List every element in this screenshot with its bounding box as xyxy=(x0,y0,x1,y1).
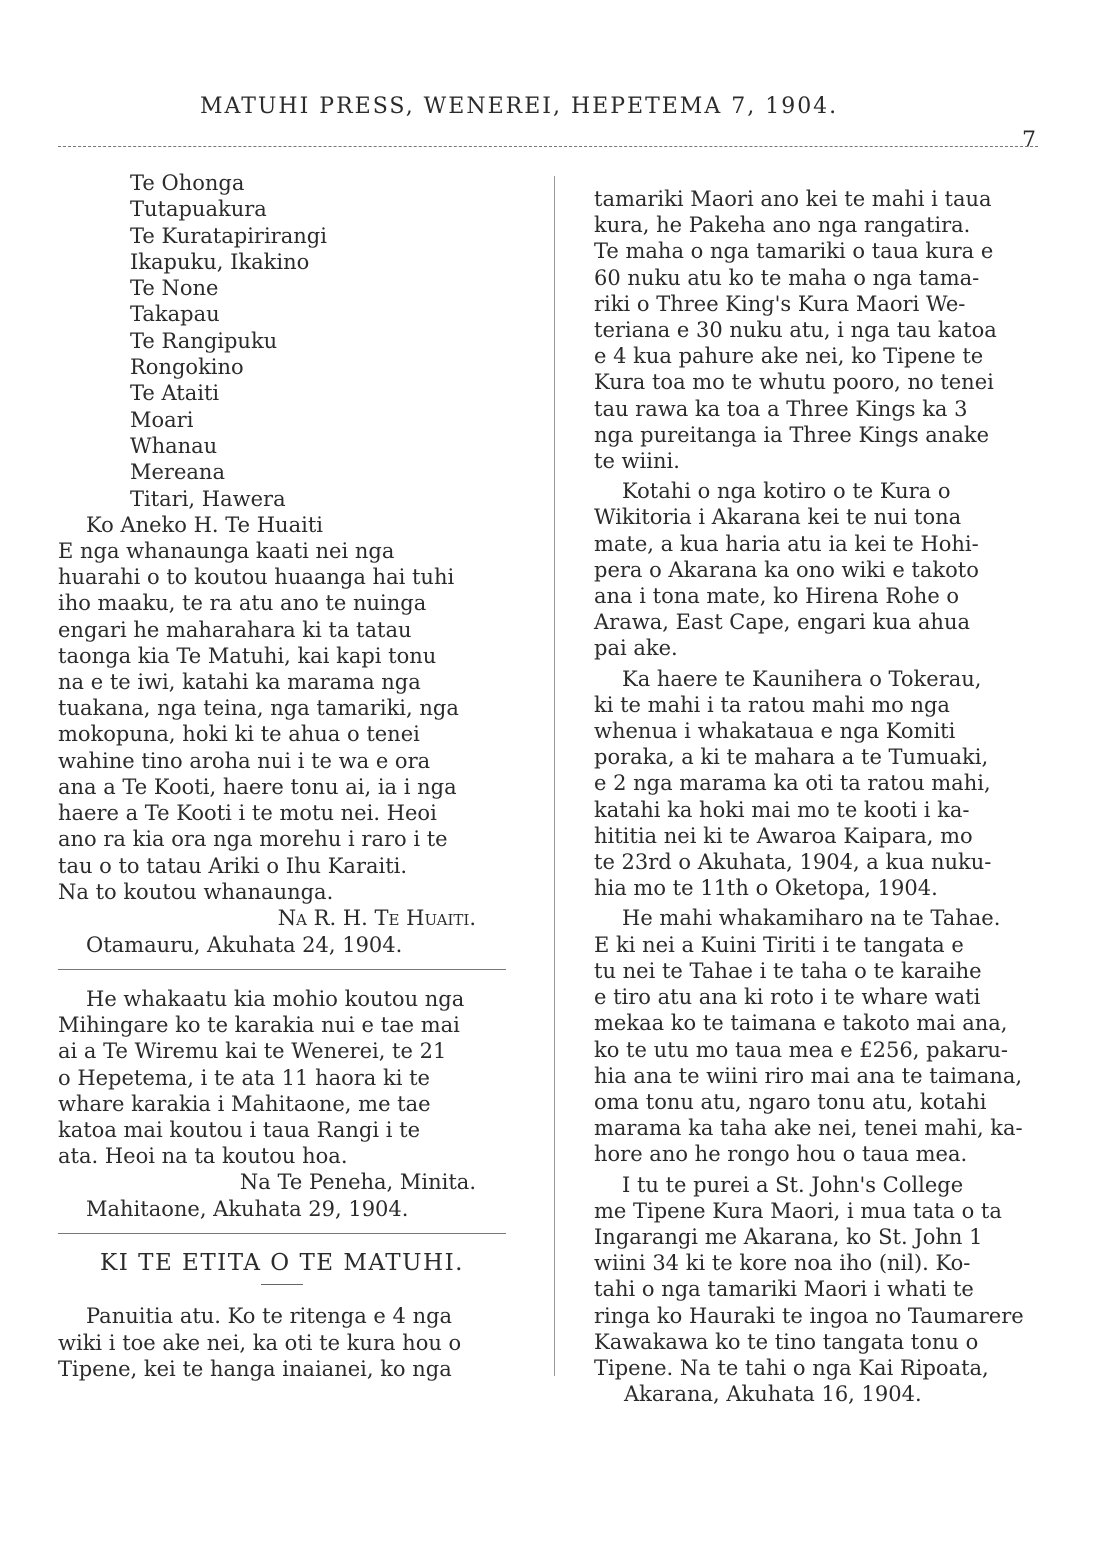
list-item: Moari xyxy=(130,407,194,432)
letter-body xyxy=(58,538,506,905)
text-line: ano ra kia ora nga morehu i raro i te xyxy=(58,827,448,852)
text-line: hia ana te wiini riro mai ana te taimana, xyxy=(594,1063,1023,1088)
text-line: tu nei te Tahae i te taha o te karaihe xyxy=(594,958,982,983)
section-rule xyxy=(58,969,506,970)
text-line: te 23rd o Akuhata, 1904, a kua nuku- xyxy=(594,850,992,875)
text-line: riki o Three King's Kura Maori We- xyxy=(594,291,966,316)
list-item: Te Ataiti xyxy=(130,381,220,406)
text-line: katahi ka hoki mai mo te kooti i ka- xyxy=(594,797,970,822)
text-line: o Hepetema, i te ata 11 haora ki te xyxy=(58,1065,430,1090)
text-line: I tu te purei a St. John's College xyxy=(622,1172,964,1197)
text-line: teriana e 30 nuku atu, i nga tau katoa xyxy=(594,318,997,343)
dateline: Mahitaone, Akuhata 29, 1904. xyxy=(86,1197,409,1222)
text-line: whare karakia i Mahitaone, me tae xyxy=(58,1091,431,1116)
text-line: Ingarangi me Akarana, ko St. John 1 xyxy=(594,1224,983,1249)
left-column xyxy=(58,170,506,1382)
name-list xyxy=(130,170,506,512)
list-item: Rongokino xyxy=(130,355,244,380)
text-line: ana i tona mate, ko Hirena Rohe o xyxy=(594,584,960,609)
text-line: Arawa, East Cape, engari kua ahua xyxy=(594,610,971,635)
text-line: Na to koutou whanaunga. xyxy=(58,879,334,904)
page-number: 7 xyxy=(1022,128,1036,153)
text-line: pai ake. xyxy=(594,636,678,661)
text-line: wiki i toe ake nei, ka oti te kura hou o xyxy=(58,1330,462,1355)
text-line: oma tonu atu, ngaro tonu atu, kotahi xyxy=(594,1089,987,1114)
paragraph xyxy=(594,1172,1036,1382)
text-line: He mahi whakamiharo na te Tahae. xyxy=(622,906,1001,931)
text-line: ata. Heoi na ta koutou hoa. xyxy=(58,1144,348,1169)
signature: Na R. H. Te Huaiti. xyxy=(277,905,476,930)
column-divider xyxy=(554,176,555,1376)
paragraph xyxy=(594,478,1036,661)
text-line: Te maha o nga tamariki o taua kura e xyxy=(594,239,994,264)
text-line: hore ano he rongo hou o taua mea. xyxy=(594,1142,968,1167)
list-item: Whanau xyxy=(130,433,218,458)
text-line: marama ka taha ake nei, tenei mahi, ka- xyxy=(594,1116,1023,1141)
page-header: MATUHI PRESS, WENEREI, HEPETEMA 7, 1904. xyxy=(200,94,839,119)
text-line: haere a Te Kooti i te motu nei. Heoi xyxy=(58,801,437,826)
text-line: iho maaku, te ra atu ano te nuinga xyxy=(58,591,427,616)
list-item: Tutapuakura xyxy=(130,197,267,222)
text-line: Ka haere te Kaunihera o Tokerau, xyxy=(622,666,982,691)
text-line: E ki nei a Kuini Tiriti i te tangata e xyxy=(594,932,964,957)
dateline: Otamauru, Akuhata 24, 1904. xyxy=(86,932,403,957)
text-line: tau o to tatau Ariki o Ihu Karaiti. xyxy=(58,853,408,878)
text-line: e 4 kua pahure ake nei, ko Tipene te xyxy=(594,344,984,369)
text-line: Panuitia atu. Ko te ritenga e 4 nga xyxy=(86,1304,453,1329)
text-line: taonga kia Te Matuhi, kai kapi tonu xyxy=(58,643,437,668)
text-line: tau rawa ka toa a Three Kings ka 3 xyxy=(594,396,968,421)
list-item: Te Rangipuku xyxy=(130,328,278,353)
paragraph xyxy=(594,905,1036,1167)
list-item: Titari, Hawera xyxy=(130,486,286,511)
list-item: Takapau xyxy=(130,302,220,327)
text-line: ringa ko Hauraki te ingoa no Taumarere xyxy=(594,1303,1024,1328)
text-line: tuakana, nga teina, nga tamariki, nga xyxy=(58,696,459,721)
text-line: hia mo te 11th o Oketopa, 1904. xyxy=(594,876,938,901)
text-line: tahi o nga tamariki Maori i whati te xyxy=(594,1277,974,1302)
section-rule xyxy=(58,1233,506,1234)
text-line: e tiro atu ana ki roto i te whare wati xyxy=(594,985,981,1010)
list-item: Te Ohonga xyxy=(130,171,245,195)
text-line: me Tipene Kura Maori, i mua tata o ta xyxy=(594,1198,1002,1223)
text-line: poraka, a ki te mahara a te Tumuaki, xyxy=(594,745,989,770)
text-line: Wikitoria i Akarana kei te nui tona xyxy=(594,505,962,530)
section-headline: KI TE ETITA O TE MATUHI. xyxy=(100,1250,464,1277)
text-line: pera o Akarana ka ono wiki e takoto xyxy=(594,557,979,582)
text-line: wiini 34 ki te kore noa iho (nil). Ko- xyxy=(594,1251,971,1276)
notice-body xyxy=(58,986,506,1169)
text-line: He whakaatu kia mohio koutou nga xyxy=(86,986,465,1011)
text-line: mokopuna, hoki ki te ahua o tenei xyxy=(58,722,420,747)
text-line: mate, a kua haria atu ia kei te Hohi- xyxy=(594,531,979,556)
list-item: Ikapuku, Ikakino xyxy=(130,249,310,274)
text-line: hititia nei ki te Awaroa Kaipara, mo xyxy=(594,823,973,848)
text-line: wahine tino aroha nui i te wa e ora xyxy=(58,748,431,773)
text-line: Tipene. Na te tahi o nga Kai Ripoata, xyxy=(594,1355,989,1380)
text-line: ana a Te Kooti, haere tonu ai, ia i nga xyxy=(58,774,457,799)
text-line: 60 nuku atu ko te maha o nga tama- xyxy=(594,265,980,290)
text-line: ko te utu mo taua mea e £256, pakaru- xyxy=(594,1037,1008,1062)
signature: Na Te Peneha, Minita. xyxy=(239,1170,476,1195)
text-line: katoa mai koutou i taua Rangi i te xyxy=(58,1117,421,1142)
text-line: na e te iwi, katahi ka marama nga xyxy=(58,670,421,695)
headline-rule xyxy=(261,1284,303,1285)
editor-letter-body xyxy=(58,1303,506,1382)
text-line: Kura toa mo te whutu pooro, no tenei xyxy=(594,370,994,395)
text-line: Kotahi o nga kotiro o te Kura o xyxy=(622,479,951,504)
text-line: e 2 nga marama ka oti ta ratou mahi, xyxy=(594,771,991,796)
list-item: Te Kuratapirirangi xyxy=(130,223,327,248)
text-line: Tipene, kei te hanga inaianei, ko nga xyxy=(58,1356,452,1381)
text-line: huarahi o to koutou huaanga hai tuhi xyxy=(58,565,455,590)
text-line: nga pureitanga ia Three Kings anake xyxy=(594,422,989,447)
text-line: ki te mahi i ta ratou mahi mo nga xyxy=(594,692,950,717)
text-line: engari he maharahara ki ta tatau xyxy=(58,617,412,642)
text-line: mekaa ko te taimana e takoto mai ana, xyxy=(594,1011,1008,1036)
text-line: E nga whanaunga kaati nei nga xyxy=(58,539,395,564)
text-line: ai a Te Wiremu kai te Wenerei, te 21 xyxy=(58,1039,447,1064)
text-line: kura, he Pakeha ano nga rangatira. xyxy=(594,213,971,238)
paragraph xyxy=(594,186,1036,474)
right-column xyxy=(594,186,1036,1408)
text-line: te wiini. xyxy=(594,449,680,474)
paragraph xyxy=(594,666,1036,902)
header-rule xyxy=(58,146,1038,147)
text-line: whenua i whakataua e nga Komiti xyxy=(594,719,956,744)
dateline: Akarana, Akuhata 16, 1904. xyxy=(624,1382,922,1407)
name-final: Ko Aneko H. Te Huaiti xyxy=(86,512,323,537)
text-line: Mihingare ko te karakia nui e tae mai xyxy=(58,1013,460,1038)
text-line: Kawakawa ko te tino tangata tonu o xyxy=(594,1329,979,1354)
list-item: Mereana xyxy=(130,460,225,485)
text-line: tamariki Maori ano kei te mahi i taua xyxy=(594,187,992,211)
list-item: Te None xyxy=(130,276,219,301)
